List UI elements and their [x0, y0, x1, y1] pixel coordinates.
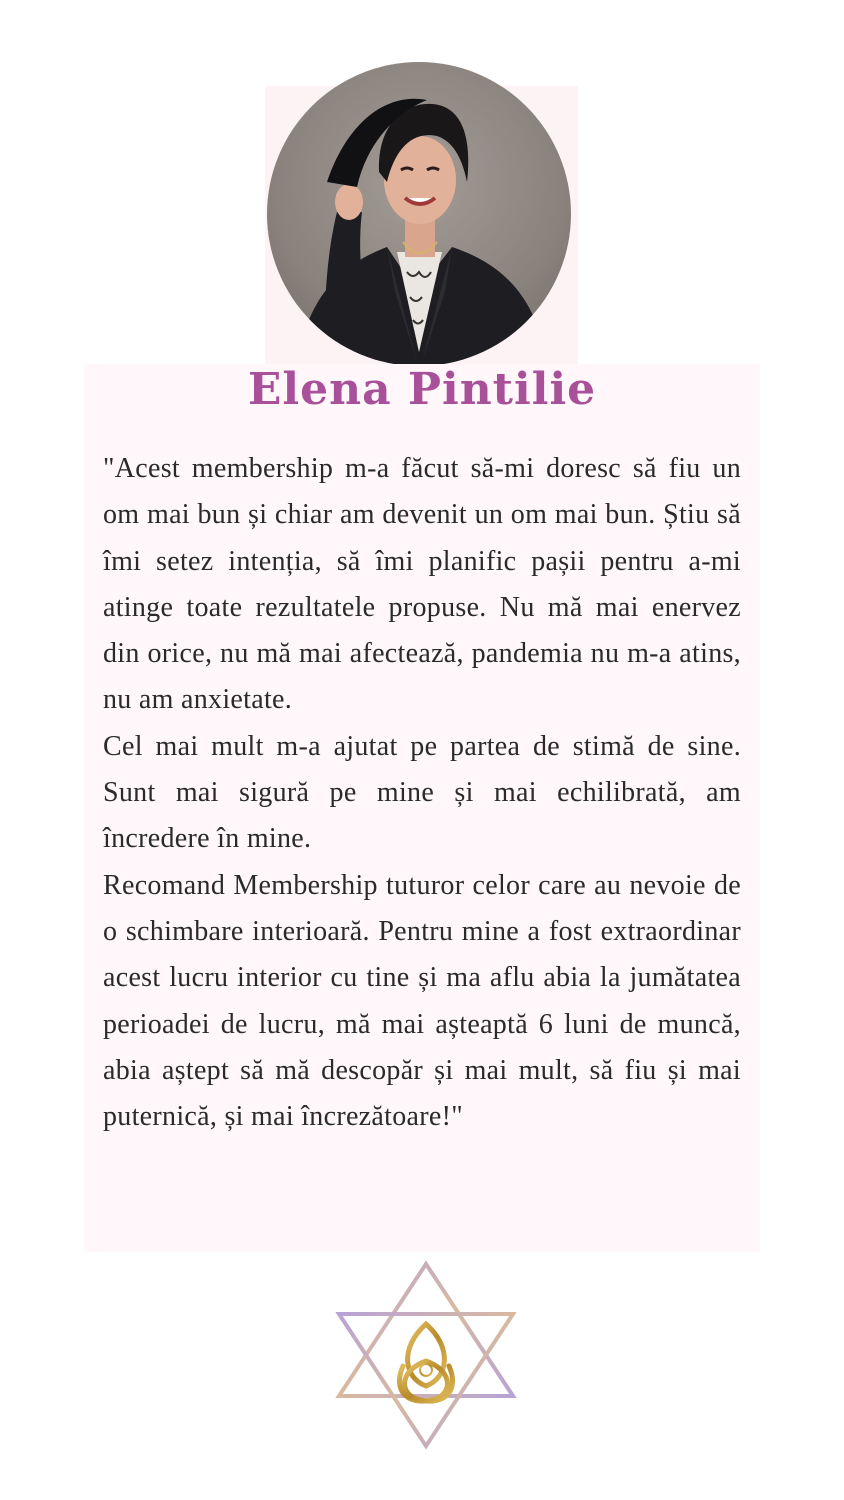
testimonial-text: [103, 446, 741, 1140]
testimonial-paragraph: Recomand Membership tuturor celor care au nevoie de o schimbare interioară. Pentru mine a fost extraordinar acest lucru interior cu tine și ma aflu abia la jumătatea perioadei de lucru, mă mai așteaptă 6 luni de muncă, abia aștept să mă descopăr și mai mult, să fiu și mai puternică, și mai încrezătoare!": [103, 869, 741, 1133]
testimonial-paragraph: Cel mai mult m-a ajutat pe partea de stimă de sine. Sunt mai sigură pe mine și mai echilibrată, am încredere în mine.: [103, 730, 741, 855]
portrait-photo: [267, 62, 571, 366]
star-trinity-knot-icon: [333, 1258, 519, 1450]
testimonial-paragraph: "Acest membership m-a făcut să-mi doresc să fiu un om mai bun și chiar am devenit un om mai bun. Știu să îmi setez intenția, să îmi planific pașii pentru a-mi atinge toate rezultatele propuse. Nu mă mai enervez din orice, nu mă mai afectează, pandemia nu m-a atins, nu am anxietate.: [103, 453, 741, 716]
avatar: [267, 62, 571, 366]
person-name: Elena Pintilie: [247, 364, 597, 415]
